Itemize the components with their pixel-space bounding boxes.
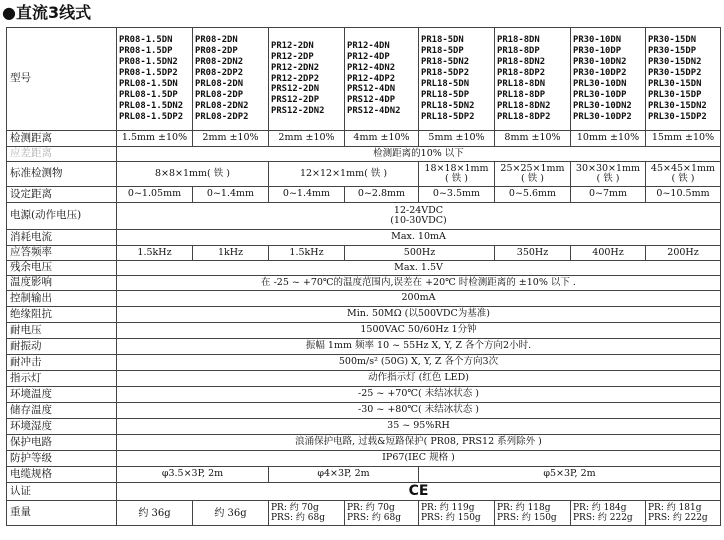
spec-table xyxy=(6,27,721,526)
set-distance-value: 0~2.8mm xyxy=(345,187,419,203)
ce-mark-icon xyxy=(117,483,721,501)
target-value xyxy=(419,162,495,187)
model-code: PR30-15DN xyxy=(648,35,697,46)
model-code: PR30-10DP2 xyxy=(573,68,627,79)
row-weight xyxy=(7,501,721,526)
power-range: 12-24VDC xyxy=(393,204,444,216)
model-code: PRL08-2DN2 xyxy=(195,100,249,111)
model-code: PRL08-1.5DP2 xyxy=(119,111,184,122)
model-code: PR18-8DP2 xyxy=(497,68,546,79)
hysteresis-value: 检测距离的10% 以下 xyxy=(117,147,721,162)
model-code: PR08-2DN xyxy=(195,35,238,46)
row-storage-temp xyxy=(7,403,721,419)
insulation-value: Min. 50MΩ (以500VDC为基准) xyxy=(117,307,721,323)
label-ambient-temp: 环境温度 xyxy=(7,387,117,403)
row-residual xyxy=(7,261,721,276)
label-cert: 认证 xyxy=(7,483,117,501)
row-indicator xyxy=(7,371,721,387)
model-list xyxy=(646,28,721,131)
weight-prs: PRS: 约 222g xyxy=(648,513,708,523)
model-code: PR18-8DN2 xyxy=(497,57,546,68)
model-code: PR12-2DN2 xyxy=(271,62,320,73)
set-distance-value: 0~7mm xyxy=(571,187,646,203)
label-model: 型号 xyxy=(7,28,117,131)
model-code: PR08-1.5DP xyxy=(119,46,173,57)
row-vibration xyxy=(7,339,721,355)
target-value: 8×8×1mm( 铁 ) xyxy=(117,162,269,187)
withstand-value: 1500VAC 50/60Hz 1分钟 xyxy=(117,323,721,339)
model-list xyxy=(419,28,495,131)
model-list xyxy=(345,28,419,131)
model-code: PRS12-2DN xyxy=(271,84,320,95)
label-withstand: 耐电压 xyxy=(7,323,117,339)
set-distance-value: 0~1.05mm xyxy=(117,187,193,203)
model-code: PRL18-5DP2 xyxy=(421,111,475,122)
model-code: PRL30-10DN2 xyxy=(573,100,632,111)
model-code: PRL18-8DN2 xyxy=(497,100,551,111)
cable-value: φ3.5×3P, 2m xyxy=(117,467,269,483)
weight-pr: PR: 约 119g xyxy=(421,503,475,513)
row-cable xyxy=(7,467,721,483)
set-distance-value: 0~1.4mm xyxy=(269,187,345,203)
model-code: PR18-8DN xyxy=(497,35,540,46)
row-shock xyxy=(7,355,721,371)
label-detect-distance: 检测距离 xyxy=(7,131,117,147)
target-value xyxy=(646,162,721,187)
row-control-output xyxy=(7,291,721,307)
model-code: PR30-15DP2 xyxy=(648,68,702,79)
current-value: Max. 10mA xyxy=(117,230,721,246)
weight-value xyxy=(269,501,345,526)
model-code: PR12-2DN xyxy=(271,40,314,51)
model-code: PR30-10DP xyxy=(573,46,622,57)
model-code: PRL08-2DP2 xyxy=(195,111,249,122)
label-protection-grade: 防护等级 xyxy=(7,451,117,467)
row-temp-effect xyxy=(7,276,721,291)
model-code: PR18-8DP xyxy=(497,46,540,57)
weight-value xyxy=(571,501,646,526)
detect-distance-value: 5mm ±10% xyxy=(419,131,495,147)
model-code: PRL30-10DP2 xyxy=(573,111,632,122)
model-code: PR18-5DN2 xyxy=(421,57,470,68)
detect-distance-value: 8mm ±10% xyxy=(495,131,571,147)
row-insulation xyxy=(7,307,721,323)
model-code: PR08-2DP xyxy=(195,46,238,57)
model-code: PR12-4DN xyxy=(347,40,390,51)
row-set-distance xyxy=(7,187,721,203)
protection-grade-value: IP67(IEC 规格 ) xyxy=(117,451,721,467)
row-power xyxy=(7,203,721,230)
target-material: ( 铁 ) xyxy=(521,173,544,184)
model-code: PRL30-15DP2 xyxy=(648,111,707,122)
cable-value: φ5×3P, 2m xyxy=(419,467,721,483)
model-code: PR30-15DN2 xyxy=(648,57,702,68)
model-code: PR08-1.5DN2 xyxy=(119,57,178,68)
model-code: PRS12-4DN xyxy=(347,84,396,95)
control-output-value: 200mA xyxy=(117,291,721,307)
label-current: 消耗电流 xyxy=(7,230,117,246)
row-protection-grade xyxy=(7,451,721,467)
response-value: 1.5kHz xyxy=(269,246,345,261)
residual-value: Max. 1.5V xyxy=(117,261,721,276)
label-response: 应答频率 xyxy=(7,246,117,261)
row-current xyxy=(7,230,721,246)
model-list xyxy=(571,28,646,131)
model-code: PR12-4DP2 xyxy=(347,73,396,84)
target-value xyxy=(495,162,571,187)
model-code: PR12-4DN2 xyxy=(347,62,396,73)
detect-distance-value: 15mm ±10% xyxy=(646,131,721,147)
weight-pr: PR: 约 70g xyxy=(271,503,319,513)
power-value xyxy=(117,203,721,230)
model-code: PRL30-15DN xyxy=(648,79,702,89)
set-distance-value: 0~5.6mm xyxy=(495,187,571,203)
label-control-output: 控制输出 xyxy=(7,291,117,307)
model-code: PR30-10DN2 xyxy=(573,57,627,68)
target-material: ( 铁 ) xyxy=(671,173,695,184)
weight-prs: PRS: 约 222g xyxy=(573,513,633,523)
model-code: PRL30-10DN xyxy=(573,79,627,89)
target-value xyxy=(571,162,646,187)
detect-distance-value: 2mm ±10% xyxy=(193,131,269,147)
model-code: PR18-5DP2 xyxy=(421,68,470,79)
power-range-extended: (10-30VDC) xyxy=(390,215,447,226)
detect-distance-value: 10mm ±10% xyxy=(571,131,646,147)
label-storage-temp: 储存温度 xyxy=(7,403,117,419)
target-value: 12×12×1mm( 铁 ) xyxy=(269,162,419,187)
target-size: 25×25×1mm xyxy=(500,162,565,174)
label-residual: 残余电压 xyxy=(7,261,117,276)
label-weight: 重量 xyxy=(7,501,117,526)
weight-value xyxy=(646,501,721,526)
label-ambient-humidity: 环境湿度 xyxy=(7,419,117,435)
response-value: 200Hz xyxy=(646,246,721,261)
storage-temp-value: -30 ~ +80℃( 未结冰状态 ) xyxy=(117,403,721,419)
weight-value xyxy=(495,501,571,526)
label-insulation: 绝缘阻抗 xyxy=(7,307,117,323)
model-code: PRL30-15DP xyxy=(648,89,702,100)
model-code: PRL30-10DP xyxy=(573,89,627,100)
temp-effect-value: 在 -25 ~ +70℃的温度范围内,误差在 +20℃ 时检测距离的 ±10% 以下 . xyxy=(117,276,721,291)
protection-circuit-value: 浪涌保护电路, 过载&短路保护( PR08, PRS12 系列除外 ) xyxy=(117,435,721,451)
model-code: PR08-1.5DP2 xyxy=(119,68,178,79)
model-code: PRL18-5DP xyxy=(421,89,470,100)
ambient-humidity-value: 35 ~ 95%RH xyxy=(117,419,721,435)
target-size: 30×30×1mm xyxy=(575,162,641,174)
row-hysteresis xyxy=(7,147,721,162)
model-code: PR12-2DP2 xyxy=(271,73,320,84)
model-code: PRS12-2DN2 xyxy=(271,106,325,117)
model-code: PRL18-8DP xyxy=(497,89,546,100)
label-power: 电源(动作电压) xyxy=(7,203,117,230)
set-distance-value: 0~10.5mm xyxy=(646,187,721,203)
model-code: PR08-2DN2 xyxy=(195,57,244,68)
response-value: 350Hz xyxy=(495,246,571,261)
row-protection-circuit xyxy=(7,435,721,451)
row-target xyxy=(7,162,721,187)
row-response xyxy=(7,246,721,261)
response-value: 400Hz xyxy=(571,246,646,261)
response-value: 1.5kHz xyxy=(117,246,193,261)
weight-value: 约 36g xyxy=(193,501,269,526)
model-code: PR30-15DP xyxy=(648,46,697,57)
model-code: PRL18-8DN xyxy=(497,79,546,89)
model-list xyxy=(269,28,345,131)
cable-value: φ4×3P, 2m xyxy=(269,467,419,483)
weight-pr: PR: 约 181g xyxy=(648,503,702,513)
detect-distance-value: 2mm ±10% xyxy=(269,131,345,147)
weight-value xyxy=(345,501,419,526)
model-code: PR12-2DP xyxy=(271,51,314,62)
row-ambient-humidity xyxy=(7,419,721,435)
model-code: PRL18-5DN2 xyxy=(421,100,475,111)
ce-mark-label: CE xyxy=(408,482,429,499)
response-value: 500Hz xyxy=(345,246,495,261)
model-code: PR08-1.5DN xyxy=(119,35,173,46)
label-protection-circuit: 保护电路 xyxy=(7,435,117,451)
label-indicator: 指示灯 xyxy=(7,371,117,387)
label-temp-effect: 温度影响 xyxy=(7,276,117,291)
detect-distance-value: 4mm ±10% xyxy=(345,131,419,147)
model-code: PR08-2DP2 xyxy=(195,68,244,79)
indicator-value: 动作指示灯 (红色 LED) xyxy=(117,371,721,387)
weight-pr: PR: 约 184g xyxy=(573,503,627,513)
weight-pr: PR: 约 118g xyxy=(497,503,551,513)
model-code: PR12-4DP xyxy=(347,51,390,62)
model-code: PR18-5DP xyxy=(421,46,464,57)
model-code: PRL08-1.5DN2 xyxy=(119,100,184,111)
label-cable: 电缆规格 xyxy=(7,467,117,483)
set-distance-value: 0~3.5mm xyxy=(419,187,495,203)
model-list xyxy=(495,28,571,131)
shock-value: 500m/s² (50G) X, Y, Z 各个方向3次 xyxy=(117,355,721,371)
label-target: 标准检测物 xyxy=(7,162,117,187)
row-cert xyxy=(7,483,721,501)
model-code: PRL18-5DN xyxy=(421,79,470,89)
row-ambient-temp xyxy=(7,387,721,403)
vibration-value: 振幅 1mm 频率 10 ~ 55Hz X, Y, Z 各个方向2小时. xyxy=(117,339,721,355)
label-shock: 耐冲击 xyxy=(7,355,117,371)
set-distance-value: 0~1.4mm xyxy=(193,187,269,203)
weight-value xyxy=(419,501,495,526)
target-material: ( 铁 ) xyxy=(596,173,620,184)
model-code: PRL08-2DN xyxy=(195,79,244,89)
row-model xyxy=(7,28,721,131)
row-withstand xyxy=(7,323,721,339)
model-code: PRS12-4DN2 xyxy=(347,106,401,117)
label-hysteresis: 应差距离 xyxy=(7,147,117,162)
row-detect-distance xyxy=(7,131,721,147)
weight-pr: PR: 约 70g xyxy=(347,503,395,513)
detect-distance-value: 1.5mm ±10% xyxy=(117,131,193,147)
target-material: ( 铁 ) xyxy=(445,173,468,184)
model-code: PRL08-2DP xyxy=(195,89,244,100)
weight-prs: PRS: 约 68g xyxy=(347,513,401,523)
label-vibration: 耐振动 xyxy=(7,339,117,355)
label-set-distance: 设定距离 xyxy=(7,187,117,203)
model-list xyxy=(117,28,193,131)
ambient-temp-value: -25 ~ +70℃( 未结冰状态 ) xyxy=(117,387,721,403)
weight-value: 约 36g xyxy=(117,501,193,526)
model-code: PR30-10DN xyxy=(573,35,622,46)
model-code: PRL18-8DP2 xyxy=(497,111,551,122)
response-value: 1kHz xyxy=(193,246,269,261)
model-code: PR18-5DN xyxy=(421,35,464,46)
model-code: PRL30-15DN2 xyxy=(648,100,707,111)
weight-prs: PRS: 约 150g xyxy=(497,513,557,523)
section-title: ●直流3线式 xyxy=(2,3,92,22)
weight-prs: PRS: 约 150g xyxy=(421,513,481,523)
model-code: PRS12-2DP xyxy=(271,95,320,106)
model-list xyxy=(193,28,269,131)
target-size: 18×18×1mm xyxy=(424,162,489,174)
model-code: PRL08-1.5DN xyxy=(119,79,178,89)
target-size: 45×45×1mm xyxy=(650,162,716,174)
model-code: PRS12-4DP xyxy=(347,95,396,106)
model-code: PRL08-1.5DP xyxy=(119,89,178,100)
weight-prs: PRS: 约 68g xyxy=(271,513,325,523)
